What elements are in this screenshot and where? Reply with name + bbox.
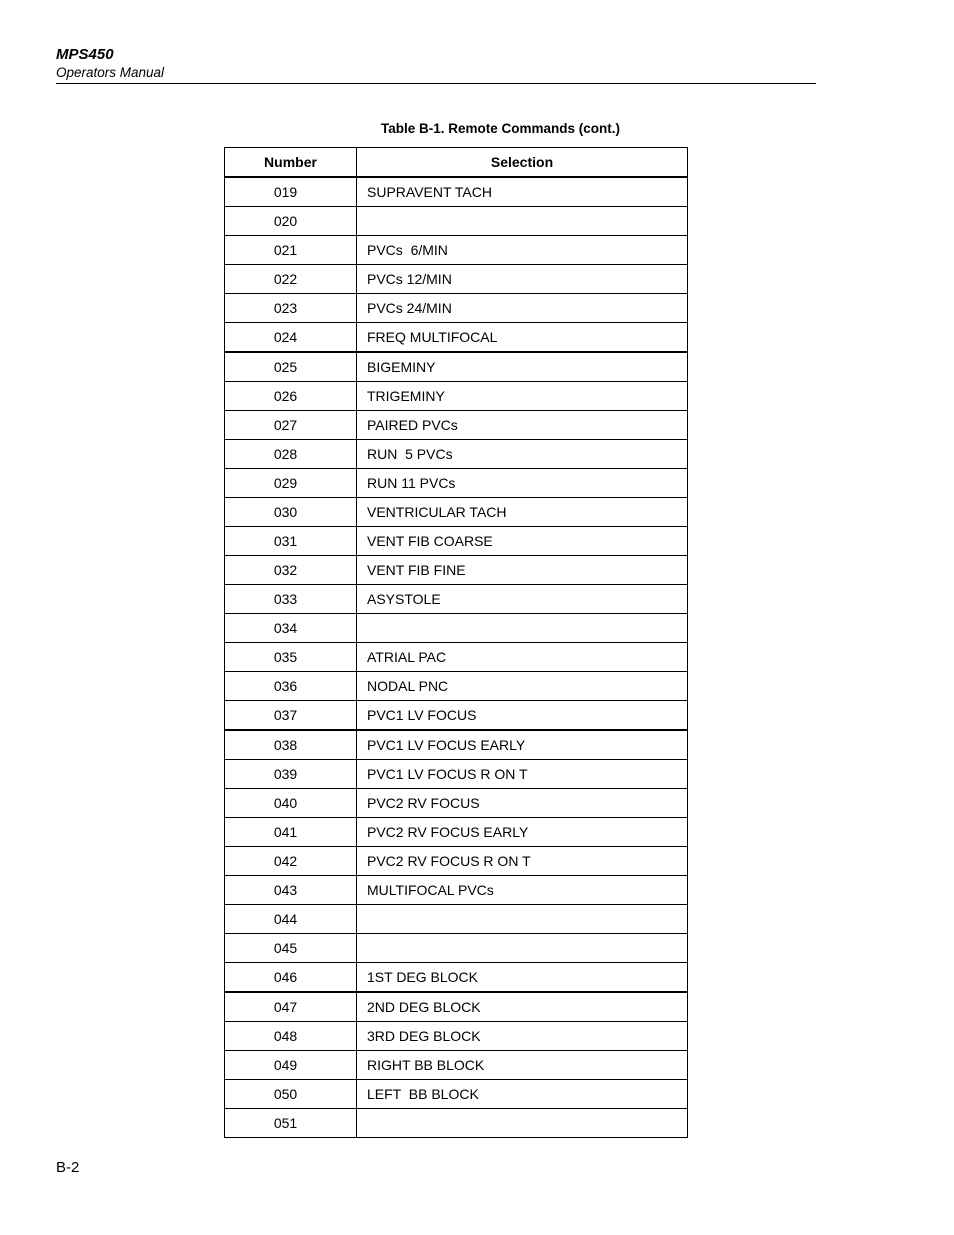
- command-number: 030: [225, 498, 357, 527]
- command-selection: MULTIFOCAL PVCs: [357, 876, 688, 905]
- command-selection: FREQ MULTIFOCAL: [357, 323, 688, 353]
- table-row: [225, 992, 688, 1022]
- table-row: [225, 527, 688, 556]
- command-selection: ATRIAL PAC: [357, 643, 688, 672]
- command-selection: PVCs 6/MIN: [357, 236, 688, 265]
- command-selection: 1ST DEG BLOCK: [357, 963, 688, 993]
- command-selection: RUN 11 PVCs: [357, 469, 688, 498]
- command-selection: [357, 207, 688, 236]
- table-row: [225, 498, 688, 527]
- command-number: 043: [225, 876, 357, 905]
- remote-commands-table: [224, 147, 688, 1138]
- table-row: [225, 440, 688, 469]
- command-selection: [357, 905, 688, 934]
- command-number: 045: [225, 934, 357, 963]
- command-number: 042: [225, 847, 357, 876]
- table-row: [225, 643, 688, 672]
- command-number: 036: [225, 672, 357, 701]
- command-number: 035: [225, 643, 357, 672]
- table-row: [225, 905, 688, 934]
- table-body: [225, 177, 688, 1138]
- command-number: 028: [225, 440, 357, 469]
- command-selection: [357, 934, 688, 963]
- document-subtitle: Operators Manual: [56, 65, 165, 80]
- command-number: 020: [225, 207, 357, 236]
- command-selection: PVCs 24/MIN: [357, 294, 688, 323]
- table-row: [225, 789, 688, 818]
- command-number: 048: [225, 1022, 357, 1051]
- table-row: [225, 847, 688, 876]
- command-number: 047: [225, 992, 357, 1022]
- command-selection: VENT FIB FINE: [357, 556, 688, 585]
- command-number: 029: [225, 469, 357, 498]
- command-selection: PVC1 LV FOCUS R ON T: [357, 760, 688, 789]
- command-number: 051: [225, 1109, 357, 1138]
- command-number: 024: [225, 323, 357, 353]
- page-header: [56, 46, 816, 84]
- command-number: 022: [225, 265, 357, 294]
- command-selection: VENT FIB COARSE: [357, 527, 688, 556]
- table-row: [225, 265, 688, 294]
- command-selection: PVC1 LV FOCUS EARLY: [357, 730, 688, 760]
- command-selection: VENTRICULAR TACH: [357, 498, 688, 527]
- command-selection: TRIGEMINY: [357, 382, 688, 411]
- table-row: [225, 760, 688, 789]
- table-row: [225, 352, 688, 382]
- table-row: [225, 1022, 688, 1051]
- command-selection: PVC2 RV FOCUS R ON T: [357, 847, 688, 876]
- command-number: 019: [225, 177, 357, 207]
- command-selection: 3RD DEG BLOCK: [357, 1022, 688, 1051]
- table-row: [225, 614, 688, 643]
- command-number: 025: [225, 352, 357, 382]
- command-number: 027: [225, 411, 357, 440]
- command-selection: RUN 5 PVCs: [357, 440, 688, 469]
- table-row: [225, 382, 688, 411]
- command-number: 026: [225, 382, 357, 411]
- table-row: [225, 1080, 688, 1109]
- command-number: 046: [225, 963, 357, 993]
- command-selection: PVC2 RV FOCUS EARLY: [357, 818, 688, 847]
- column-header-selection: Selection: [357, 148, 688, 178]
- table-header-row: [225, 148, 688, 178]
- command-number: 021: [225, 236, 357, 265]
- table-row: [225, 818, 688, 847]
- command-selection: LEFT BB BLOCK: [357, 1080, 688, 1109]
- command-number: 034: [225, 614, 357, 643]
- command-selection: [357, 614, 688, 643]
- command-selection: BIGEMINY: [357, 352, 688, 382]
- table-row: [225, 730, 688, 760]
- command-selection: ASYSTOLE: [357, 585, 688, 614]
- command-selection: [357, 1109, 688, 1138]
- command-number: 049: [225, 1051, 357, 1080]
- table-row: [225, 585, 688, 614]
- column-header-number: Number: [225, 148, 357, 178]
- command-number: 041: [225, 818, 357, 847]
- table-caption: Table B-1. Remote Commands (cont.): [380, 121, 621, 136]
- command-selection: NODAL PNC: [357, 672, 688, 701]
- command-number: 023: [225, 294, 357, 323]
- table-row: [225, 236, 688, 265]
- command-selection: PVCs 12/MIN: [357, 265, 688, 294]
- table-row: [225, 323, 688, 353]
- table-row: [225, 294, 688, 323]
- command-selection: PVC1 LV FOCUS: [357, 701, 688, 731]
- table-row: [225, 411, 688, 440]
- command-selection: 2ND DEG BLOCK: [357, 992, 688, 1022]
- command-number: 038: [225, 730, 357, 760]
- command-selection: PVC2 RV FOCUS: [357, 789, 688, 818]
- document-title: MPS450: [56, 46, 114, 63]
- command-number: 040: [225, 789, 357, 818]
- table-row: [225, 469, 688, 498]
- command-number: 033: [225, 585, 357, 614]
- command-selection: PAIRED PVCs: [357, 411, 688, 440]
- table-row: [225, 672, 688, 701]
- command-number: 032: [225, 556, 357, 585]
- table-row: [225, 934, 688, 963]
- command-selection: RIGHT BB BLOCK: [357, 1051, 688, 1080]
- table-row: [225, 177, 688, 207]
- command-number: 044: [225, 905, 357, 934]
- table-row: [225, 701, 688, 731]
- table-row: [225, 1051, 688, 1080]
- command-number: 031: [225, 527, 357, 556]
- page-number: B-2: [56, 1159, 80, 1176]
- table-row: [225, 1109, 688, 1138]
- command-number: 050: [225, 1080, 357, 1109]
- table-row: [225, 556, 688, 585]
- table-row: [225, 876, 688, 905]
- table-row: [225, 207, 688, 236]
- command-selection: SUPRAVENT TACH: [357, 177, 688, 207]
- command-number: 037: [225, 701, 357, 731]
- command-number: 039: [225, 760, 357, 789]
- table-row: [225, 963, 688, 993]
